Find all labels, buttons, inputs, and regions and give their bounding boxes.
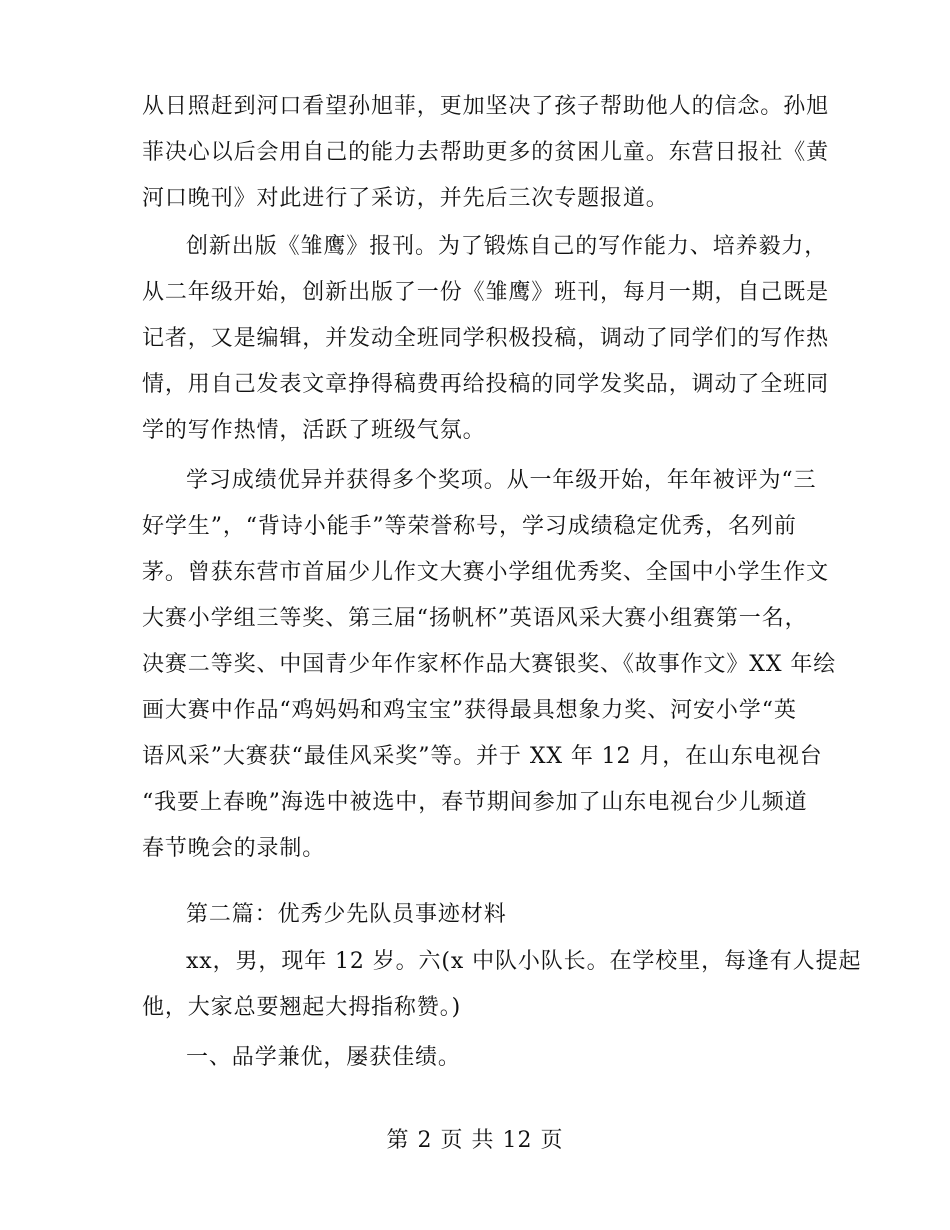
text-line: 画大赛中作品“鸡妈妈和鸡宝宝”获得最具想象力奖、河安小学“英 <box>142 698 797 723</box>
page-number-footer: 第 2 页 共 12 页 <box>386 1128 564 1153</box>
text-line: 他，大家总要翘起大拇指称赞。) <box>142 995 462 1020</box>
text-line: 学的写作热情，活跃了班级气氛。 <box>142 418 486 443</box>
text-line: 春节晚会的录制。 <box>142 836 326 861</box>
text-line: 学习成绩优异并获得多个奖项。从一年级开始，年年被评为“三 <box>186 468 817 493</box>
text-line: “我要上春晚”海选中被选中，春节期间参加了山东电视台少儿频道 <box>142 790 808 815</box>
text-line: 河口晚刊》对此进行了采访，并先后三次专题报道。 <box>142 186 669 211</box>
subheading: 一、品学兼优，屡获佳绩。 <box>186 1045 461 1070</box>
text-line: 从二年级开始，创新出版了一份《雏鹰》班刊，每月一期，自己既是 <box>142 280 830 305</box>
text-line: 记者，又是编辑，并发动全班同学积极投稿，调动了同学们的写作热 <box>142 326 830 351</box>
text-line: 菲决心以后会用自己的能力去帮助更多的贫困儿童。东营日报社《黄 <box>142 140 830 165</box>
text-line: 从日照赶到河口看望孙旭菲，更加坚决了孩子帮助他人的信念。孙旭 <box>142 94 830 119</box>
text-line: xx，男，现年 12 岁。六(x 中队小队长。在学校里，每逢有人提起 <box>186 949 862 974</box>
text-line: 好学生”，“背诗小能手”等荣誉称号，学习成绩稳定优秀，名列前 <box>142 514 797 539</box>
text-line: 大赛小学组三等奖、第三届“扬帆杯”英语风采大赛小组赛第一名， <box>142 606 808 631</box>
text-line: 语风采”大赛获“最佳风采奖”等。并于 XX 年 12 月，在山东电视台 <box>142 744 823 769</box>
text-line: 情，用自己发表文章挣得稿费再给投稿的同学发奖品，调动了全班同 <box>142 372 830 397</box>
section-heading: 第二篇：优秀少先队员事迹材料 <box>186 902 507 927</box>
text-line: 决赛二等奖、中国青少年作家杯作品大赛银奖、《故事作文》XX 年绘 <box>142 652 837 677</box>
text-line: 茅。曾获东营市首届少儿作文大赛小学组优秀奖、全国中小学生作文 <box>142 560 830 585</box>
text-line: 创新出版《雏鹰》报刊。为了锻炼自己的写作能力、培养毅力， <box>186 234 828 259</box>
